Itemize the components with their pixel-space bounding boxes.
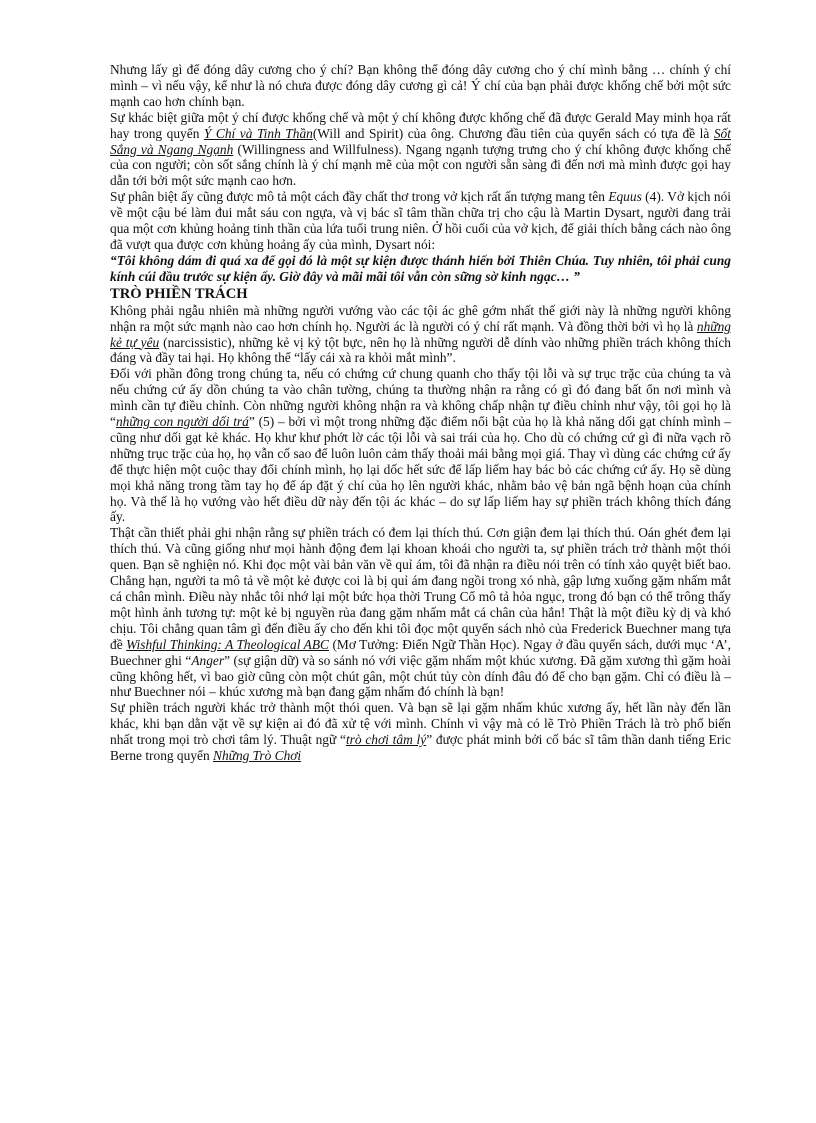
term-anger: Anger [191, 652, 225, 668]
paragraph-7 [110, 525, 731, 700]
text-run: Sự phân biệt ấy cũng được mô tả một cách đầy chất thơ trong vở kịch rất ấn tượng mang tên [110, 189, 609, 205]
section-heading [110, 285, 731, 303]
text-run: (Will and Spirit) của ông. Chương đầu tiên của quyển sách có tựa đề là [312, 125, 714, 141]
text-run: Sự phiền trách người khác trở thành một thói quen. Và bạn sẽ lại gặm nhấm khúc xương ấy, hết lần này đến lần khác, khi bạn dằn vặt về sự kiện ai đó đã xử tệ với mình. Chính vì vậy mà có lẽ Trò Phiền Trách là trò phổ biến nhất trong mọi trò chơi tâm lý. Thuật ngữ “ [110, 700, 731, 748]
book-title-games-people-play: Những Trò Chơi [213, 748, 302, 764]
text-run: ” được phát minh bởi cố bác sĩ tâm thần danh tiếng Eric Berne trong quyển [110, 732, 731, 764]
text-run: Sự khác biệt giữa một ý chí được khống chế và một ý chí không được khống chế đã được Gerald May minh họa rất hay trong quyển [110, 109, 731, 141]
paragraph-5 [110, 303, 731, 367]
quote-text: “Tôi không dám đi quá xa để gọi đó là một sự kiện được thánh hiến bởi Thiên Chúa. Tuy nhiên, tôi phải cung kính cúi đầu trước sự kiện ấy. Giờ đây và mãi mãi tôi vẫn còn sững sờ kinh ngạc… ” [110, 252, 731, 284]
paragraph-8 [110, 700, 731, 764]
document-page [110, 62, 731, 764]
term-psychological-game: trò chơi tâm lý [345, 732, 427, 748]
text-run: ” (sự giận dữ) và so sánh nó với việc gặm nhấm một khúc xương. Đã gặm xương thì gặm hoài cũng không hết, vì bao giờ cũng còn một chút gân, một chút tủy còn dính đâu đó để cho bạn gặm. Chỉ có điều là – như Buechner nói – khúc xương mà bạn đang gặm nhấm đó chính là bạn! [110, 652, 731, 700]
term-narcissistic: những kẻ tự yêu [110, 318, 731, 350]
quote-dysart [110, 253, 731, 285]
text-run: (4). Vở kịch nói về một cậu bé làm đui mắt sáu con ngựa, và vị bác sĩ tâm thần chữa trị cho cậu là Martin Dysart, người đang trải qua một cơn khủng hoảng tinh thần của lứa tuổi trung niên. Ở hồi cuối của vở kịch, để giải thích bằng cách nào ông đã vượt qua được cơn khủng hoảng ấy của mình, Dysart nói: [110, 189, 731, 252]
text-run: Không phải ngẫu nhiên mà những người vướng vào các tội ác ghê gớm nhất thế giới này là những người không nhận ra một sức mạnh nào cao hơn chính họ. Người ác là người có ý chí rất mạnh. Và đồng thời bởi vì họ là [110, 302, 731, 334]
text-run: ” (5) – bởi vì một trong những đặc điểm nổi bật của họ là khả năng dối gạt chính mình – cũng như dối gạt kẻ khác. Họ khư khư phớt lờ các tội lỗi và sai trái của họ. Cho dù có chứng cứ gì đi nữa vạch rõ những trục trặc của họ, họ vẫn cố sao để luôn luôn cảm thấy thoải mái bằng mọi giá. Thay vì dùng các chứng cứ ấy để thực hiện một cuộc thay đổi chính mình, họ lại dốc hết sức để lấp liếm hay bác bỏ các chứng cứ ấy. Họ sẽ dùng mọi khả năng trong tầm tay họ để áp đặt ý chí của họ lên người khác, nhằm bảo vệ bản ngã bệnh hoạn của chính họ. Và thế là họ vướng vào hết điều dữ này đến tội ác khác – do sự lấp liếm hay sự phiền trách không thích đáng ấy. [110, 414, 732, 525]
chapter-title: Sốt Sắng và Ngang Ngạnh [110, 125, 731, 157]
book-title-will-and-spirit: Ý Chí và Tinh Thần [203, 125, 313, 141]
paragraph-2 [110, 110, 731, 190]
paragraph-6 [110, 366, 731, 525]
text-run: (narcissistic), những kẻ vị kỷ tột bực, nên họ là những người dễ dính vào những phiền trách không thích đáng và đầy tai hại. Họ không thể “lấy cái xà ra khỏi mắt mình”. [110, 334, 731, 366]
play-title-equus: Equus [608, 189, 642, 205]
paragraph-3 [110, 189, 731, 253]
heading-text: TRÒ PHIỀN TRÁCH [110, 285, 248, 302]
term-people-of-the-lie: những con người dối trá [115, 414, 249, 430]
text-run: (Mơ Tưởng: Điển Ngữ Thần Học). Ngay ở đầu quyển sách, dưới mục ‘A’, Buechner ghi “ [110, 636, 731, 668]
book-title-wishful-thinking: Wishful Thinking: A Theological ABC [126, 636, 329, 652]
paragraph-1 [110, 62, 731, 110]
text-run: Thật cần thiết phải ghi nhận rằng sự phiền trách có đem lại thích thú. Cơn giận đem lại thích thú. Oán ghét đem lại thích thú. Và cũng giống như mọi hành động đem lại khoan khoái cho người ta, sự phiền trách trở thành một thói quen. Bạn sẽ nghiện nó. Khi đọc một vài bản văn về quỉ ám, tôi đã nhận ra điều nói trên có tính xảo quyệt biết bao. Chẳng hạn, người ta mô tả về một kẻ được coi là bị quỉ ám đang ngồi trong xó nhà, gập lưng xuống gặm nhấm mắt cá chân mình. Điều này nhắc tôi nhớ lại một bức họa thời Trung Cổ mô tả hỏa ngục, trong đó bạn có thể trông thấy một hình ảnh tương tự: một kẻ bị nguyền rủa đang gặm nhấm mắt cá chân của hắn! Thật là một điều kỳ dị và khó chịu. Tôi chẳng quan tâm gì đến điều ấy cho đến khi tôi đọc một quyển sách nhỏ của Frederick Buechner mang tựa đề [110, 525, 731, 652]
text-run: Đối với phần đông trong chúng ta, nếu có chứng cứ chung quanh cho thấy tội lỗi và sự trục trặc của chúng ta và nếu chứng cứ ấy dồn chúng ta vào chân tường, chúng ta thường nhận ra rằng có gì đó đang bất ổn nơi mình và mình cần tự điều chỉnh. Còn những người không nhận ra và không chấp nhận tự điều chỉnh như vậy, tôi gọi họ là “ [110, 366, 731, 430]
text-run: (Willingness and Willfulness). Ngang ngạnh tượng trưng cho ý chí không được khống chế của con người; còn sốt sắng chính là ý chí mạnh mẽ của một con người sẵn sàng đi đến nơi mà mình được gọi hay dẫn tới bởi một sức mạnh cao hơn. [110, 141, 731, 189]
text-run: Nhưng lấy gì để đóng dây cương cho ý chí? Bạn không thể đóng dây cương cho ý chí mình bằng … chính ý chí mình – vì nếu vậy, kể như là nó chưa được đóng dây cương gì cả! Ý chí của bạn phải được khống chế bởi một sức mạnh cao hơn chính bạn. [110, 62, 731, 109]
